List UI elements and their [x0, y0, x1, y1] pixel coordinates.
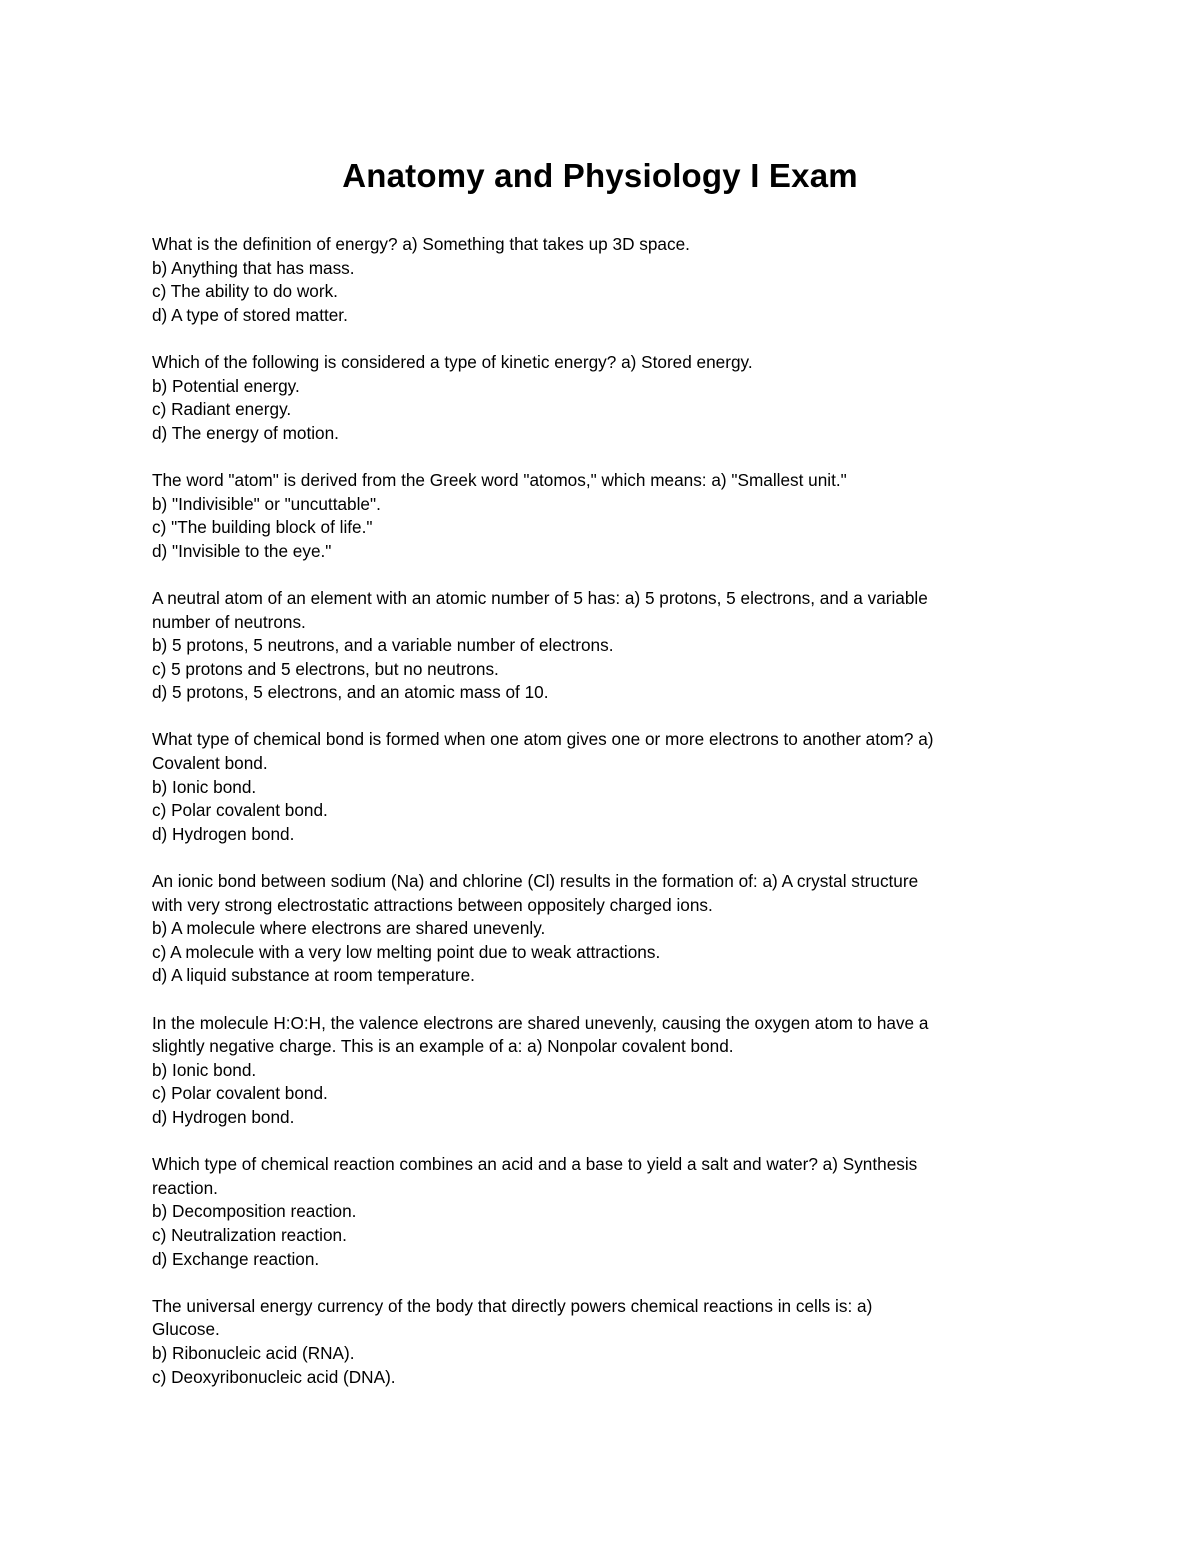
- question-text-continued: Glucose.: [152, 1319, 220, 1340]
- answer-option: c) A molecule with a very low melting point due to weak attractions.: [152, 941, 661, 962]
- answer-option: d) Hydrogen bond.: [152, 1106, 295, 1127]
- answer-option: d) Hydrogen bond.: [152, 823, 295, 844]
- answer-option: b) Ionic bond.: [152, 1059, 257, 1080]
- answer-option: c) Neutralization reaction.: [152, 1224, 347, 1245]
- answer-option: c) "The building block of life.": [152, 517, 373, 538]
- answer-option: b) Decomposition reaction.: [152, 1201, 357, 1222]
- question-block: [152, 587, 1052, 705]
- answer-option: c) Deoxyribonucleic acid (DNA).: [152, 1366, 396, 1387]
- question-block: [152, 233, 1052, 327]
- question-text-continued: slightly negative charge. This is an example of a: a) Nonpolar covalent bond.: [152, 1036, 734, 1057]
- question-block: [152, 469, 1052, 563]
- question-block: [152, 870, 1052, 988]
- question-block: [152, 351, 1052, 445]
- answer-option: c) 5 protons and 5 electrons, but no neutrons.: [152, 658, 499, 679]
- answer-option: c) Polar covalent bond.: [152, 1083, 328, 1104]
- question-text: The word "atom" is derived from the Greek word "atomos," which means: a) "Smallest unit.": [152, 469, 847, 490]
- answer-option: c) The ability to do work.: [152, 281, 338, 302]
- answer-option: d) Exchange reaction.: [152, 1248, 320, 1269]
- question-text: What type of chemical bond is formed when one atom gives one or more electrons to another atom? a): [152, 729, 934, 750]
- answer-option: b) "Indivisible" or "uncuttable".: [152, 493, 381, 514]
- answer-option: d) "Invisible to the eye.": [152, 540, 332, 561]
- question-text: In the molecule H:O:H, the valence electrons are shared unevenly, causing the oxygen atom to have a: [152, 1012, 929, 1033]
- question-text: Which type of chemical reaction combines an acid and a base to yield a salt and water? a) Synthesis: [152, 1154, 918, 1175]
- question-block: [152, 1012, 1052, 1130]
- answer-option: b) Ionic bond.: [152, 776, 257, 797]
- answer-option: b) Potential energy.: [152, 375, 300, 396]
- question-text: What is the definition of energy? a) Something that takes up 3D space.: [152, 234, 690, 254]
- question-block: [152, 1153, 1052, 1271]
- answer-option: d) A liquid substance at room temperature.: [152, 965, 475, 986]
- question-text-continued: Covalent bond.: [152, 753, 268, 774]
- question-text-continued: number of neutrons.: [152, 611, 306, 632]
- question-text: An ionic bond between sodium (Na) and chlorine (Cl) results in the formation of: a) A crystal structure: [152, 871, 919, 892]
- question-text: The universal energy currency of the body that directly powers chemical reactions in cells is: a): [152, 1295, 873, 1316]
- answer-option: b) 5 protons, 5 neutrons, and a variable number of electrons.: [152, 635, 614, 656]
- answer-option: b) Anything that has mass.: [152, 257, 355, 278]
- page-title: Anatomy and Physiology I Exam: [342, 157, 858, 194]
- answer-option: b) A molecule where electrons are shared unevenly.: [152, 918, 546, 939]
- question-block: [152, 1295, 1052, 1389]
- answer-option: b) Ribonucleic acid (RNA).: [152, 1342, 355, 1363]
- answer-option: d) A type of stored matter.: [152, 304, 348, 325]
- answer-option: d) The energy of motion.: [152, 422, 339, 443]
- question-text-continued: reaction.: [152, 1177, 218, 1198]
- question-text: Which of the following is considered a type of kinetic energy? a) Stored energy.: [152, 351, 753, 372]
- answer-option: c) Polar covalent bond.: [152, 800, 328, 821]
- question-block: [152, 728, 1052, 846]
- question-list: [152, 233, 1052, 1413]
- answer-option: c) Radiant energy.: [152, 399, 292, 420]
- question-text: A neutral atom of an element with an atomic number of 5 has: a) 5 protons, 5 electrons, and a variable: [152, 587, 928, 608]
- answer-option: d) 5 protons, 5 electrons, and an atomic mass of 10.: [152, 682, 549, 703]
- question-text-continued: with very strong electrostatic attractions between oppositely charged ions.: [152, 894, 713, 915]
